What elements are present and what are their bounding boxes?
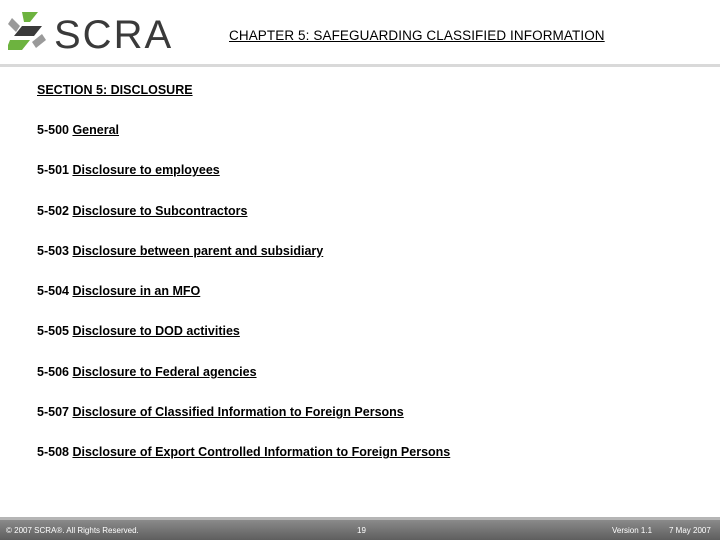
toc-link-disclosure-in-mfo[interactable]: Disclosure in an MFO <box>72 284 201 299</box>
toc-link-general[interactable]: General <box>72 123 120 137</box>
toc-link-disclosure-export-controlled-foreign[interactable]: Disclosure of Export Controlled Information to Foreign Persons <box>72 445 451 460</box>
toc-number: 5-506 <box>37 364 73 379</box>
slide-content <box>37 83 697 486</box>
toc-item-5-504 <box>37 284 697 324</box>
section-heading: SECTION 5: DISCLOSURE <box>37 83 193 97</box>
toc-number: 5-505 <box>37 324 73 339</box>
toc-link-disclosure-to-federal-agencies[interactable]: Disclosure to Federal agencies <box>72 364 257 379</box>
footer-version: Version 1.1 <box>612 526 653 535</box>
toc-link-disclosure-to-subcontractors[interactable]: Disclosure to Subcontractors <box>72 203 248 218</box>
toc-number: 5-501 <box>37 163 73 178</box>
logo-mark-icon <box>8 12 46 50</box>
toc-link-disclosure-to-employees[interactable]: Disclosure to employees <box>72 163 220 178</box>
header-divider <box>0 64 720 67</box>
toc-number: 5-500 <box>37 123 73 137</box>
toc-item-5-502 <box>37 204 697 244</box>
logo-text: SCRA <box>54 13 174 57</box>
footer-copyright: © 2007 SCRA®. All Rights Reserved. <box>6 526 139 535</box>
toc-number: 5-503 <box>37 243 73 258</box>
footer-page-number: 19 <box>357 526 366 535</box>
toc-link-disclosure-parent-subsidiary[interactable]: Disclosure between parent and subsidiary <box>72 243 324 258</box>
scra-logo <box>8 8 188 58</box>
toc-number: 5-502 <box>37 203 73 218</box>
toc-item-5-506 <box>37 365 697 405</box>
toc-item-5-505 <box>37 324 697 364</box>
toc-number: 5-504 <box>37 284 73 299</box>
slide-header <box>0 0 720 66</box>
toc-item-5-507 <box>37 405 697 445</box>
toc-item-5-500 <box>37 123 697 163</box>
footer-date: 7 May 2007 <box>669 526 711 535</box>
toc-item-5-501 <box>37 163 697 203</box>
toc-number: 5-507 <box>37 405 73 420</box>
toc-link-disclosure-classified-foreign[interactable]: Disclosure of Classified Information to Foreign Persons <box>72 405 404 420</box>
toc-number: 5-508 <box>37 445 73 460</box>
toc-item-5-508 <box>37 445 697 485</box>
chapter-title: CHAPTER 5: SAFEGUARDING CLASSIFIED INFORMATION <box>229 28 605 43</box>
slide-footer <box>0 520 720 540</box>
toc-link-disclosure-to-dod[interactable]: Disclosure to DOD activities <box>72 324 240 339</box>
toc-item-5-503 <box>37 244 697 284</box>
